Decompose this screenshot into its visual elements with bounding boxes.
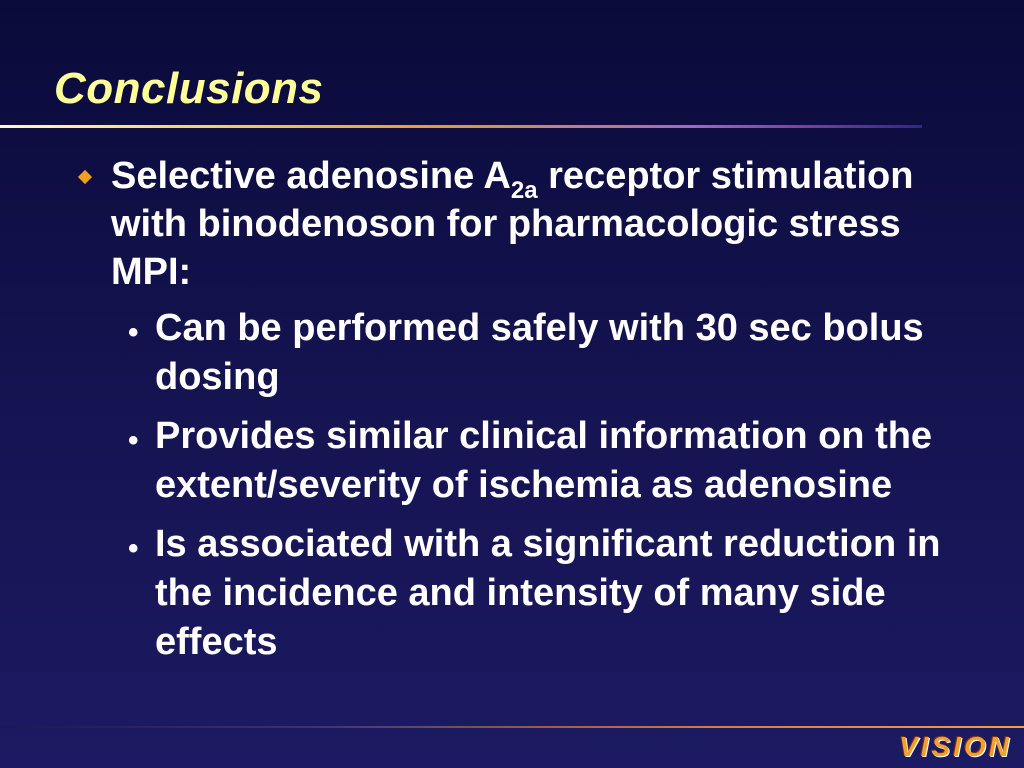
sub-bullet: [122, 520, 978, 667]
sub-bullet: [122, 304, 978, 402]
main-bullet-text-end: receptor stimulation with binodenoson for pharmacologic stress MPI:: [111, 155, 914, 293]
sub-bullet-text: Provides similar clinical information on the extent/severity of ischemia as adenosine: [155, 415, 933, 506]
sub-bullet-text: Can be performed safely with 30 sec bolus dosing: [155, 307, 924, 398]
title-divider: [0, 125, 922, 128]
slide-content: [78, 152, 978, 677]
main-bullet-text-start: Selective adenosine A: [111, 155, 511, 197]
sub-bullet: [122, 412, 978, 510]
vision-logo: VISION: [899, 731, 1012, 762]
main-bullet-subscript: 2a: [510, 177, 538, 204]
diamond-bullet-icon: [78, 170, 92, 184]
main-bullet: [78, 152, 978, 296]
dot-bullet-icon: •: [128, 424, 139, 457]
dot-bullet-icon: •: [128, 316, 139, 349]
dot-bullet-icon: •: [128, 532, 139, 565]
footer-divider: [0, 726, 1024, 728]
sub-bullet-text: Is associated with a significant reduction in the incidence and intensity of many side effects: [155, 523, 941, 663]
slide-title: Conclusions: [54, 64, 324, 113]
sub-bullet-list: [122, 304, 978, 667]
